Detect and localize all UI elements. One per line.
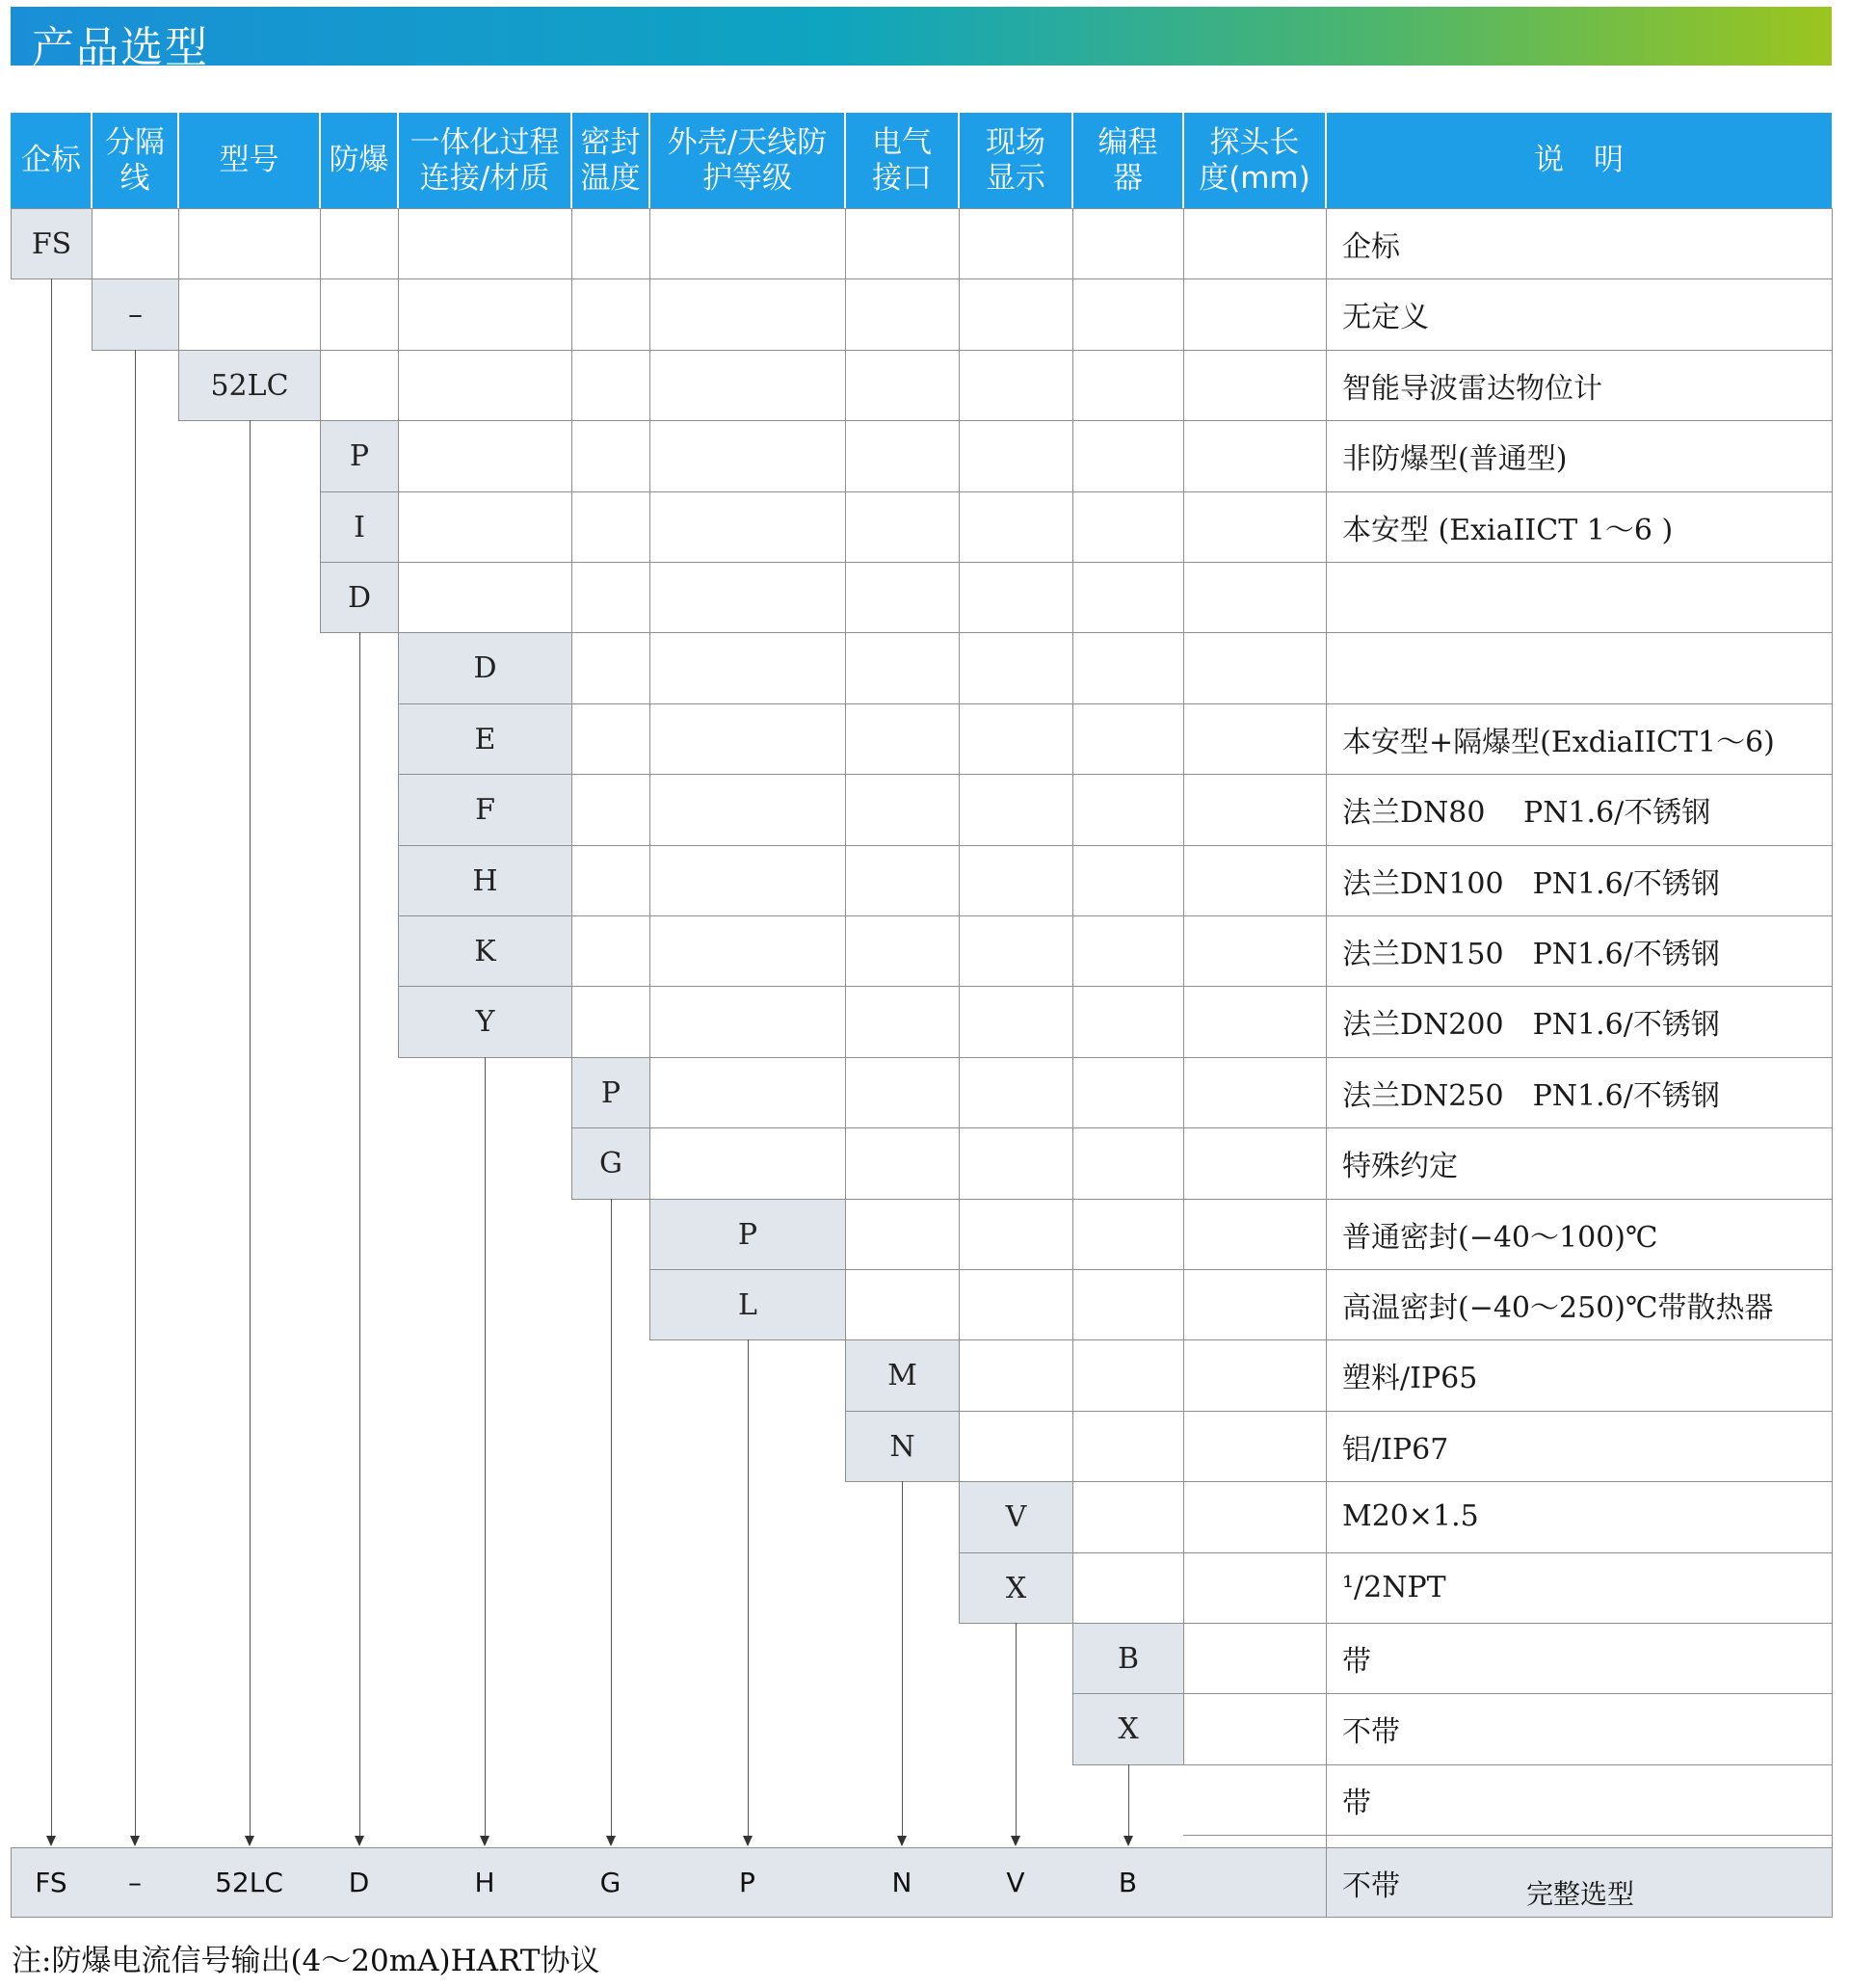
description-text: 企标 [1342,229,1400,264]
result-code: – [128,1867,142,1898]
description-text: 普通密封(−40～100)℃ [1342,1220,1658,1255]
option-code-cell: 52LC [178,350,321,421]
option-code-cell: F [398,774,572,846]
result-code: FS [35,1867,67,1898]
description-text: 法兰DN100 PN1.6/不锈钢 [1342,866,1720,901]
connector-line [485,1057,486,1836]
header-divider [958,113,960,208]
description-text: M20×1.5 [1342,1499,1479,1533]
option-code-cell: P [320,420,399,492]
connector-line [359,632,360,1836]
header-divider [177,113,179,208]
option-code-cell: Y [398,986,572,1058]
header-divider [1071,113,1073,208]
row-line [11,208,1832,209]
header-divider [844,113,846,208]
header-divider [397,113,399,208]
grid-line [11,1847,12,1918]
footnote: 注:防爆电流信号输出(4～20mA)HART协议 [12,1944,600,1978]
arrow-down-icon [355,1836,364,1846]
option-code-cell: FS [11,208,92,279]
option-code-cell: – [92,278,179,351]
connector-line [51,278,52,1836]
row-line [1183,1764,1832,1765]
description-text: 不带 [1342,1869,1400,1903]
header-cell: 电气 接口 [872,124,932,196]
header-cell: 现场 显示 [986,124,1045,196]
header-cell: 一体化过程 连接/材质 [410,124,560,196]
grid-line [1072,208,1073,1623]
row-line [92,278,1832,279]
header-cell: 探头长 度(mm) [1199,124,1310,196]
connector-line [611,1199,612,1836]
option-code-cell: K [398,915,572,987]
arrow-down-icon [897,1836,907,1846]
header-divider [1182,113,1184,208]
header-divider [1325,113,1327,208]
connector-line [902,1481,903,1836]
option-code-cell: P [571,1057,650,1128]
grid-line [845,208,846,1339]
arrow-down-icon [46,1836,56,1846]
header-cell: 企标 [21,143,81,177]
header-divider [319,113,321,208]
row-line [320,420,1832,421]
grid-line [649,208,650,1199]
result-code: V [1006,1867,1025,1898]
result-code: N [891,1867,912,1898]
option-code-cell: B [1072,1623,1184,1694]
option-code-cell: G [571,1127,650,1200]
header-cell: 密封 温度 [580,124,641,196]
result-code: 52LC [215,1867,283,1898]
option-code-cell: E [398,703,572,775]
grid-line [1326,208,1327,1847]
row-line [398,632,1832,633]
grid-line [959,208,960,1481]
option-code-cell: P [649,1199,846,1270]
header-divider [648,113,650,208]
description-text: 带 [1342,1644,1371,1679]
header-divider [91,113,92,208]
description-text: 带 [1342,1786,1371,1820]
option-code-cell: I [320,491,399,563]
option-code-cell: X [959,1552,1073,1624]
row-line [1183,1835,1832,1836]
grid-line [1183,208,1184,1764]
page-title: 产品选型 [32,23,209,72]
row-line [1072,1623,1832,1624]
result-label: 完整选型 [1525,1877,1634,1910]
row-line [571,1127,1832,1128]
row-line [845,1411,1832,1412]
description-text: 法兰DN150 PN1.6/不锈钢 [1342,937,1720,971]
description-text: 无定义 [1342,300,1429,334]
header-cell: 编程 器 [1097,124,1158,196]
description-text: 特殊约定 [1342,1149,1458,1183]
arrow-down-icon [1123,1836,1133,1846]
arrow-down-icon [130,1836,140,1846]
arrow-down-icon [606,1836,616,1846]
description-text: 法兰DN200 PN1.6/不锈钢 [1342,1007,1720,1042]
result-code: H [474,1867,495,1898]
connector-line [135,350,136,1836]
header-cell: 外壳/天线防 护等级 [667,124,828,196]
header-cell: 型号 [219,143,279,177]
header-cell: 分隔 线 [105,124,165,196]
description-text: 本安型+隔爆型(ExdiaIICT1～6) [1342,725,1775,759]
description-text: ¹/2NPT [1342,1571,1446,1604]
connector-line [1128,1764,1129,1836]
row-line [845,1339,1832,1340]
option-code-cell: M [845,1339,960,1412]
option-code-cell: L [649,1269,846,1340]
header-cell: 防爆 [329,143,389,177]
description-text: 本安型 (ExiaIICT 1～6 ) [1342,513,1674,547]
description-text: 高温密封(−40～250)℃带散热器 [1342,1290,1774,1325]
grid-line [1326,1847,1327,1918]
title-banner [11,7,1832,72]
result-code: B [1118,1867,1138,1898]
grid-line [1832,208,1833,1847]
description-text: 非防爆型(普通型) [1342,441,1568,476]
header-cell: 说 明 [1534,143,1624,177]
description-text: 塑料/IP65 [1342,1361,1478,1395]
option-code-cell: V [959,1481,1073,1553]
result-code: G [599,1867,621,1898]
connector-line [748,1339,749,1836]
option-code-cell: D [398,632,572,704]
arrow-down-icon [1011,1836,1020,1846]
option-code-cell: N [845,1411,960,1482]
arrow-down-icon [480,1836,489,1846]
description-text: 铝/IP67 [1342,1432,1449,1467]
grid-line [1832,1847,1833,1918]
header-divider [570,113,572,208]
result-code: P [739,1867,755,1898]
description-text: 法兰DN250 PN1.6/不锈钢 [1342,1078,1720,1113]
description-text: 不带 [1342,1714,1400,1749]
description-text: 法兰DN80 PN1.6/不锈钢 [1342,795,1711,830]
connector-line [1016,1623,1017,1836]
option-code-cell: D [320,562,399,633]
option-code-cell: H [398,845,572,916]
option-code-cell: X [1072,1693,1184,1765]
connector-line [250,420,251,1836]
arrow-down-icon [743,1836,753,1846]
row-line [1072,1693,1832,1694]
row-line [320,562,1832,563]
description-text: 智能导波雷达物位计 [1342,371,1602,406]
arrow-down-icon [245,1836,254,1846]
result-code: D [348,1867,370,1898]
